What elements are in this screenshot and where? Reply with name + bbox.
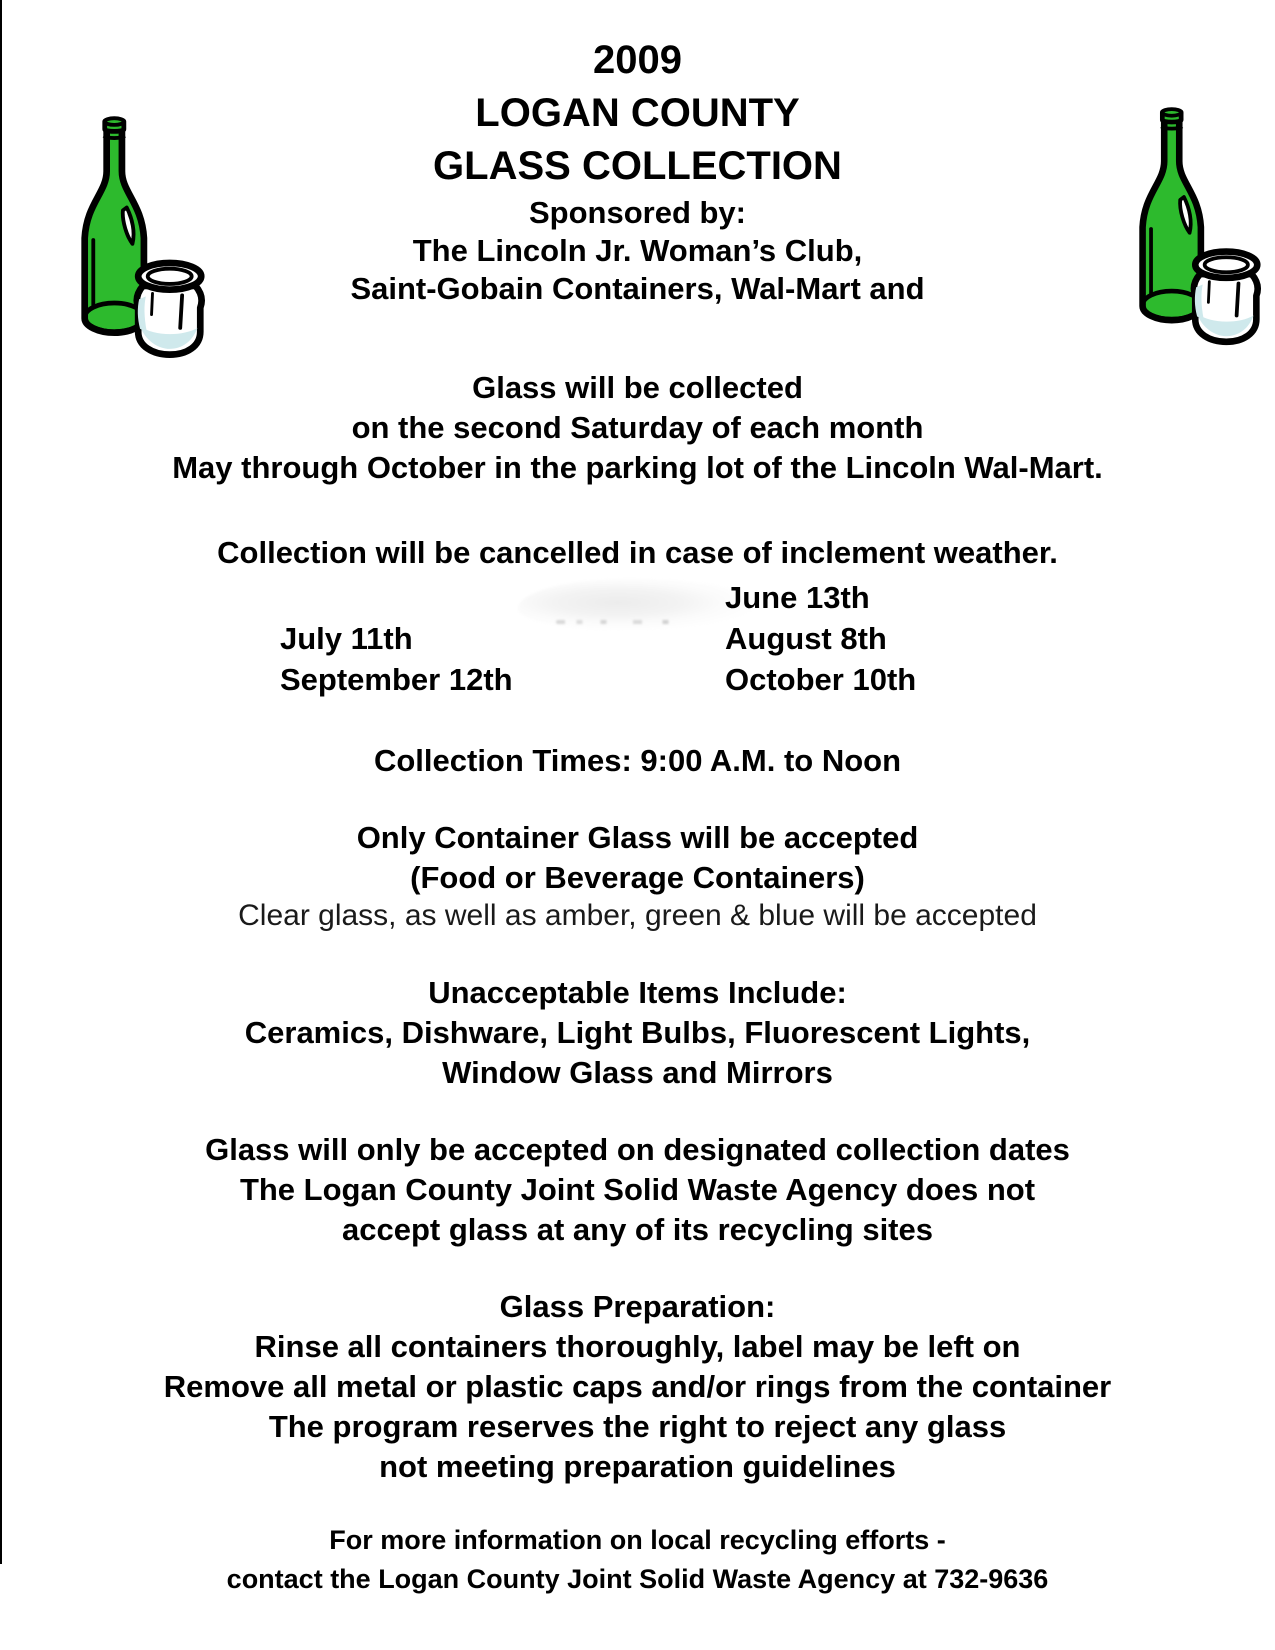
designated-line: The Logan County Joint Solid Waste Agency does not	[239, 1172, 1036, 1207]
accepted-line: (Food or Beverage Containers)	[410, 860, 865, 895]
preparation-block	[0, 1287, 1275, 1487]
collection-intro	[0, 368, 1275, 488]
footer-line: For more information on local recycling efforts -	[329, 1525, 946, 1555]
preparation-line: not meeting preparation guidelines	[379, 1449, 896, 1484]
intro-line: on the second Saturday of each month	[351, 410, 924, 445]
footer-contact	[0, 1521, 1275, 1599]
accepted-note: Clear glass, as well as amber, green & blue will be accepted	[238, 899, 1037, 932]
title-year: 2009	[593, 38, 682, 82]
unacceptable-block	[0, 973, 1275, 1093]
sponsored-by-heading: Sponsored by:	[528, 195, 746, 230]
intro-line: Glass will be collected	[472, 370, 803, 405]
title-county: LOGAN COUNTY	[475, 91, 800, 135]
preparation-heading: Glass Preparation:	[499, 1289, 776, 1324]
designated-line: Glass will only be accepted on designated collection dates	[205, 1132, 1070, 1167]
title-event: GLASS COLLECTION	[433, 144, 842, 188]
preparation-line: Rinse all containers thoroughly, label may be left on	[254, 1329, 1021, 1364]
date-cell: June 13th	[725, 580, 870, 615]
date-row	[0, 618, 1275, 659]
preparation-line: The program reserves the right to reject any glass	[268, 1409, 1007, 1444]
date-cell: August 8th	[725, 621, 887, 656]
title-block	[0, 34, 1275, 193]
collection-times: Collection Times: 9:00 A.M. to Noon	[373, 743, 902, 778]
sponsor-line: Saint-Gobain Containers, Wal-Mart and	[350, 271, 925, 306]
sponsor-line: The Lincoln Jr. Woman’s Club,	[412, 233, 863, 268]
unacceptable-line: Ceramics, Dishware, Light Bulbs, Fluorescent Lights,	[244, 1015, 1031, 1050]
unacceptable-heading: Unacceptable Items Include:	[428, 975, 847, 1010]
date-cell: September 12th	[280, 662, 513, 697]
weather-notice: Collection will be cancelled in case of inclement weather.	[217, 535, 1058, 570]
footer-line: contact the Logan County Joint Solid Waste Agency at 732-9636	[226, 1564, 1049, 1594]
intro-line: May through October in the parking lot of the Lincoln Wal-Mart.	[172, 450, 1103, 485]
collection-dates	[0, 577, 1275, 700]
unacceptable-line: Window Glass and Mirrors	[442, 1055, 833, 1090]
accepted-line: Only Container Glass will be accepted	[356, 820, 919, 855]
date-row	[0, 577, 1275, 618]
designated-block	[0, 1130, 1275, 1250]
sponsor-block	[0, 194, 1275, 308]
accepted-block	[0, 818, 1275, 898]
date-cell: October 10th	[725, 662, 917, 697]
date-row	[0, 659, 1275, 700]
designated-line: accept glass at any of its recycling sites	[342, 1212, 933, 1247]
date-cell: July 11th	[280, 621, 413, 656]
preparation-line: Remove all metal or plastic caps and/or rings from the container	[163, 1369, 1112, 1404]
